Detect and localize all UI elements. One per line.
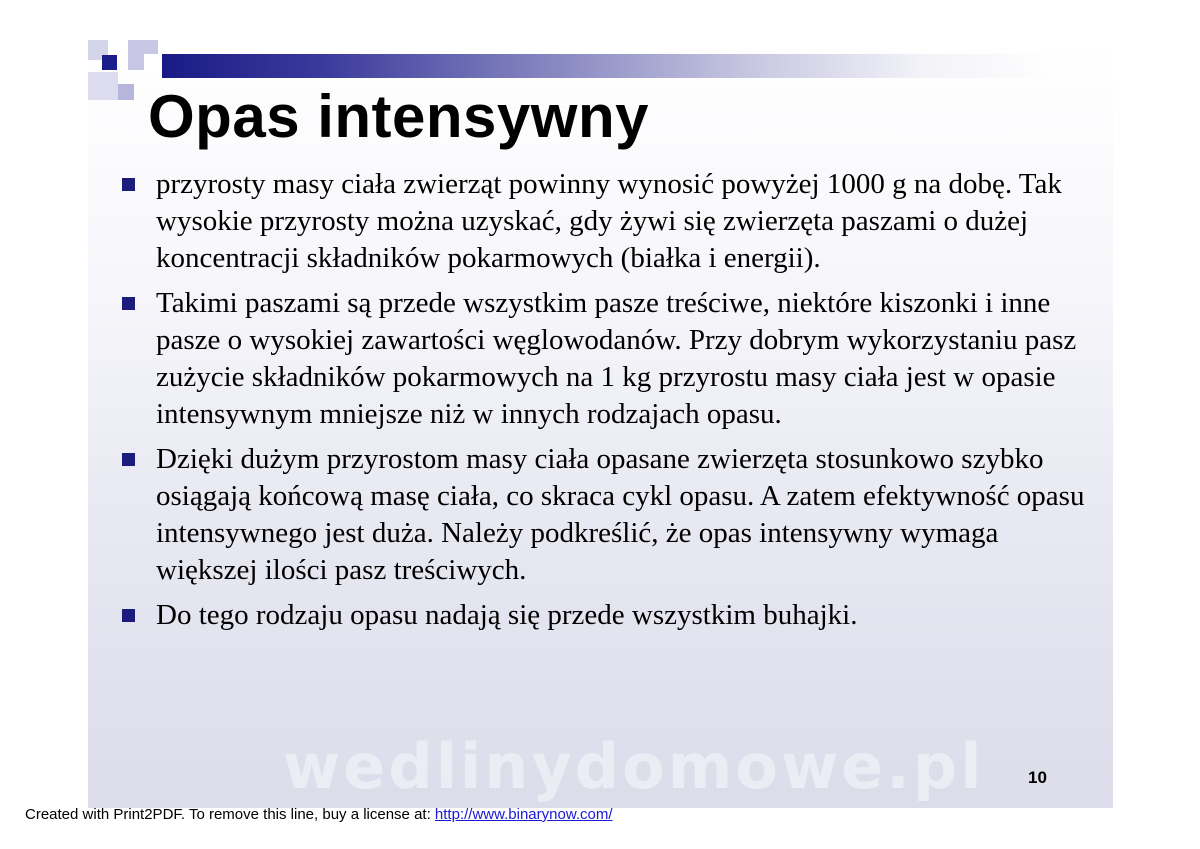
bullet-item (116, 597, 1106, 634)
decor-square (144, 54, 162, 72)
watermark: wedlinydomowe.pl (283, 730, 985, 803)
footer-line (25, 806, 613, 823)
slide-title: Opas intensywny (148, 83, 649, 150)
square-bullet-icon (122, 609, 135, 622)
bullet-text: Dzięki dużym przyrostom masy ciała opasane zwierzęta stosunkowo szybko osiągają końcową masę ciała, co skraca cykl opasu. A zatem efektywność opasu intensywnego jest duża. Należy podkreślić, że opas intensywny wymaga większej ilości pasz treściwych. (156, 443, 1085, 586)
bullet-item (116, 166, 1106, 277)
title-gradient-bar (162, 54, 1052, 78)
bullet-text: przyrosty masy ciała zwierząt powinny wynosić powyżej 1000 g na dobę. Tak wysokie przyrosty można uzyskać, gdy żywi się zwierzęta paszami o dużej koncentracji składników pokarmowych (białka i energii). (156, 168, 1062, 274)
bullet-item (116, 441, 1106, 589)
bullet-list (116, 166, 1106, 642)
page-number: 10 (1028, 768, 1047, 787)
decor-square (88, 72, 118, 100)
bullet-item (116, 285, 1106, 433)
footer-text: Created with Print2PDF. To remove this line, buy a license at: (25, 806, 435, 823)
decor-square (118, 84, 134, 100)
decor-square (102, 55, 117, 70)
footer-link[interactable]: http://www.binarynow.com/ (434, 806, 613, 823)
square-bullet-icon (122, 297, 135, 310)
slide (88, 40, 1113, 808)
bullet-text: Takimi paszami są przede wszystkim pasze treściwe, niektóre kiszonki i inne pasze o wysokiej zawartości węglowodanów. Przy dobrym wykorzystaniu pasz zużycie składników pokarmowych na 1 kg przyrostu masy ciała jest w opasie intensywnym mniejsze niż w innych rodzajach opasu. (156, 287, 1077, 430)
bullet-text: Do tego rodzaju opasu nadają się przede wszystkim buhajki. (156, 599, 858, 631)
square-bullet-icon (122, 453, 135, 466)
square-bullet-icon (122, 178, 135, 191)
